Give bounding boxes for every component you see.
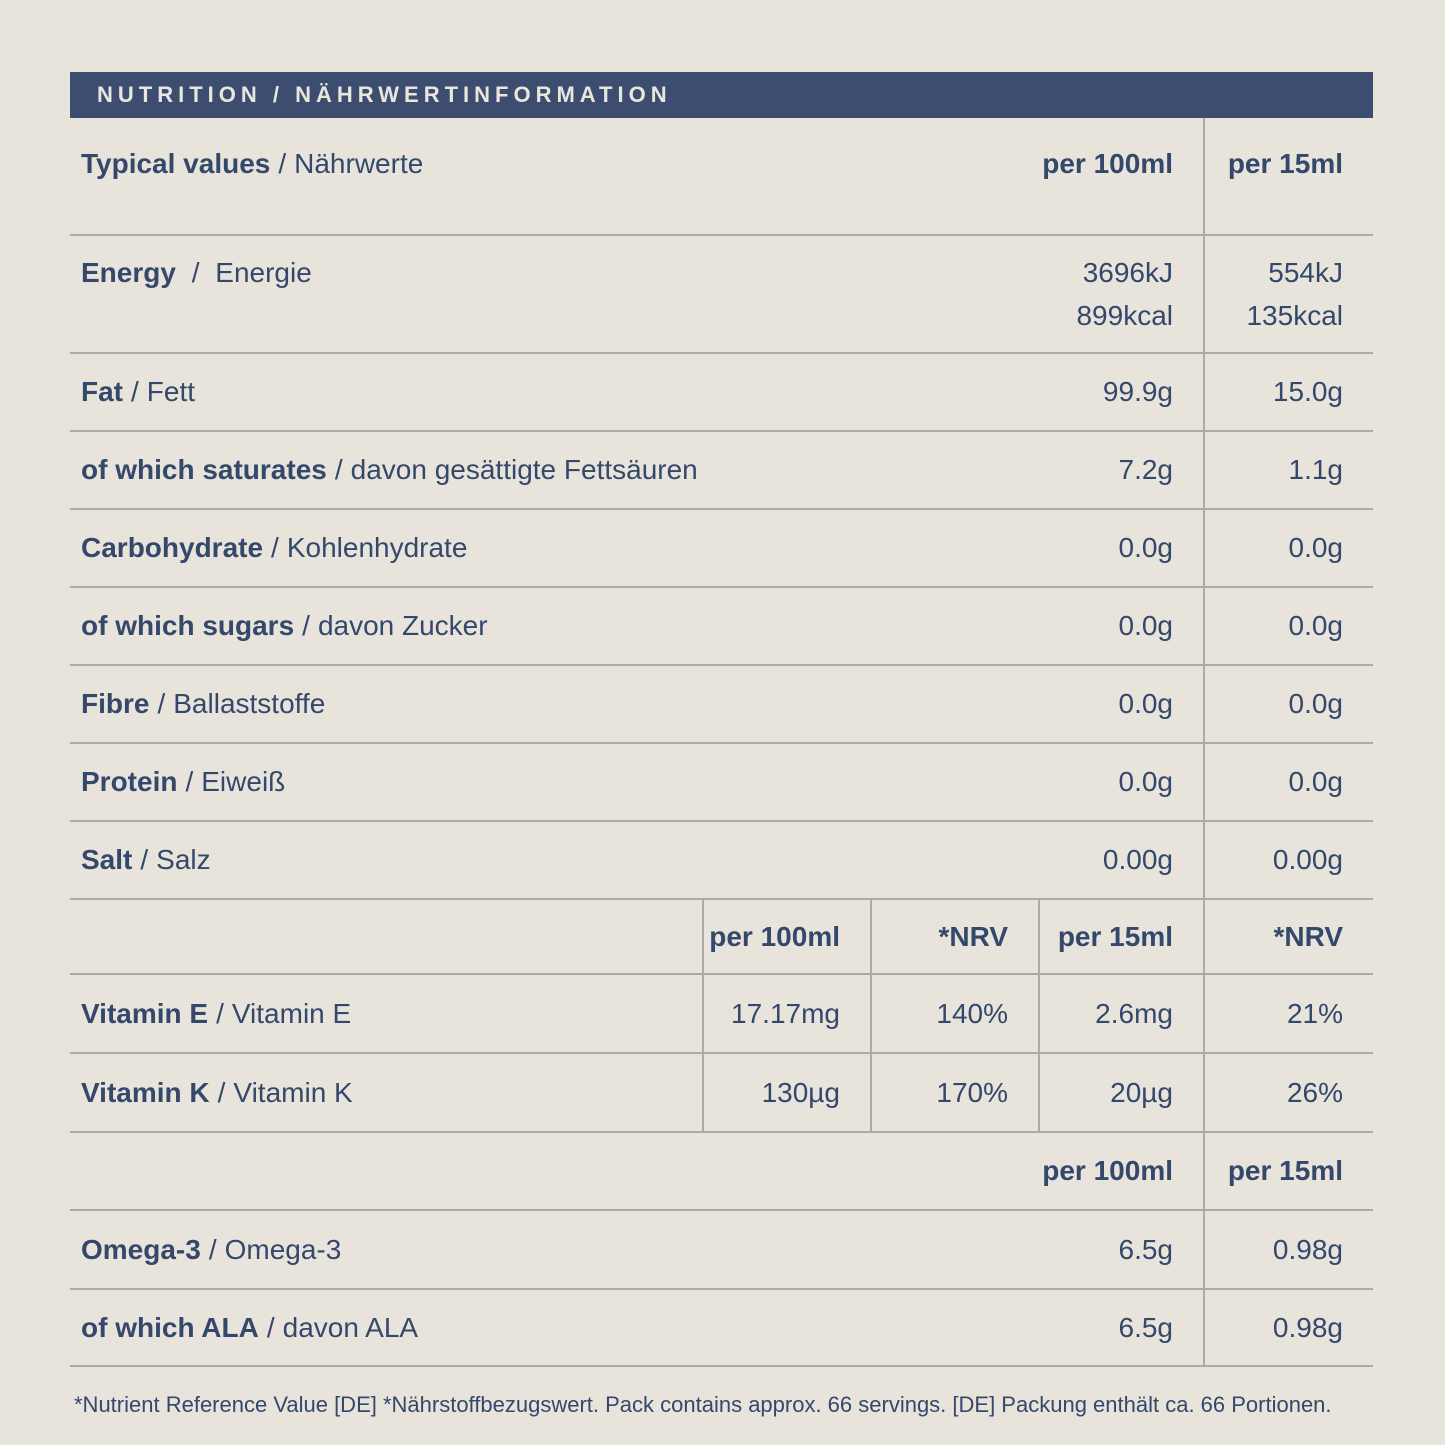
table-row-sugars — [70, 586, 1373, 664]
value-per100ml: 0.0g — [1118, 766, 1173, 797]
value-per100ml: 0.0g — [1118, 532, 1173, 563]
value-per15ml: 1.1g — [1203, 432, 1373, 508]
vitamin-header-row — [70, 898, 1373, 973]
row-label-en: of which saturates — [81, 454, 327, 485]
vitamin-column-header-nrv15: *NRV — [1203, 900, 1373, 973]
row-label-en: Protein — [81, 766, 178, 797]
row-label-en: Fibre — [81, 688, 150, 719]
label-separator: / — [266, 1311, 275, 1343]
label-separator: / — [334, 454, 343, 485]
value-per100ml: 6.5g — [1118, 1233, 1173, 1265]
omega-column-header-per100ml: per 100ml — [1042, 1155, 1173, 1186]
header-label-cell — [70, 118, 953, 234]
row-label-de: davon Zucker — [317, 610, 488, 641]
table-row-energy — [70, 234, 1373, 352]
label-separator: / — [216, 997, 224, 1029]
row-label-en: of which sugars — [81, 610, 295, 641]
row-label-en: Omega-3 — [81, 1233, 201, 1265]
label-separator: / — [157, 688, 166, 719]
energy-per15ml-kcal: 135kcal — [1246, 300, 1343, 331]
label-separator: / — [185, 766, 194, 797]
value-per100ml: 7.2g — [1118, 454, 1173, 485]
value-nrv15: 21% — [1203, 975, 1373, 1052]
footnote: *Nutrient Reference Value [DE] *Nährstoffbezugswert. Pack contains approx. 66 servings. [DE] Packung enthält ca. 66 Portionen. — [74, 1392, 1332, 1417]
label-separator: / — [208, 1233, 217, 1265]
vitamin-column-header-nrv100: *NRV — [870, 900, 1038, 973]
table-row-saturates — [70, 430, 1373, 508]
label-separator: / — [302, 610, 310, 641]
column-header-per15ml: per 15ml — [1203, 118, 1373, 234]
table-row-protein — [70, 742, 1373, 820]
value-per15ml: 15.0g — [1203, 354, 1373, 430]
row-label-de: Ballaststoffe — [173, 688, 326, 719]
value-per100ml: 0.00g — [1102, 844, 1173, 875]
value-per15ml: 20µg — [1038, 1054, 1203, 1131]
value-per100ml: 0.0g — [1118, 610, 1173, 641]
value-per100ml: 0.0g — [1118, 688, 1173, 719]
header-label-en: Typical values — [81, 148, 271, 179]
row-label-de: Vitamin K — [233, 1076, 353, 1108]
row-label-en: Fat — [81, 376, 123, 407]
value-nrv100: 170% — [870, 1054, 1038, 1131]
value-per100ml: 130µg — [702, 1054, 870, 1131]
label-separator: / — [131, 376, 139, 407]
row-label-de: Kohlenhydrate — [286, 532, 468, 563]
table-row-salt — [70, 820, 1373, 898]
vitamin-column-header-per15ml: per 15ml — [1038, 900, 1203, 973]
value-per15ml: 0.98g — [1203, 1211, 1373, 1288]
header-label-de: Nährwerte — [294, 148, 424, 179]
vitamin-column-header-per100ml: per 100ml — [702, 900, 870, 973]
value-per15ml: 0.0g — [1203, 510, 1373, 586]
label-separator: / — [140, 844, 149, 875]
omega-header-row — [70, 1131, 1373, 1209]
row-label-en: Carbohydrate — [81, 532, 264, 563]
table-row-omega3 — [70, 1209, 1373, 1288]
row-label-en: Vitamin E — [81, 997, 209, 1029]
row-label-de: Energie — [215, 257, 312, 288]
value-per100ml: 17.17mg — [702, 975, 870, 1052]
omega-column-header-per15ml: per 15ml — [1203, 1133, 1373, 1209]
energy-per15ml-kj: 554kJ — [1268, 256, 1343, 288]
label-separator: / — [271, 532, 279, 563]
value-per15ml: 0.0g — [1203, 588, 1373, 664]
value-per100ml: 99.9g — [1102, 376, 1173, 407]
column-header-per100ml: per 100ml — [1042, 148, 1173, 179]
energy-per100ml — [953, 236, 1203, 352]
table-row-ala — [70, 1288, 1373, 1367]
table-row-vitamin-e — [70, 973, 1373, 1052]
panel-title: NUTRITION / NÄHRWERTINFORMATION — [97, 82, 672, 107]
row-label-de: Omega-3 — [224, 1233, 342, 1265]
table-row-fat — [70, 352, 1373, 430]
label-separator: / — [278, 148, 287, 179]
value-nrv15: 26% — [1203, 1054, 1373, 1131]
panel-title-bar — [70, 72, 1373, 118]
row-label-de: Salz — [156, 844, 211, 875]
row-label-de: Eiweiß — [201, 766, 286, 797]
value-per15ml: 2.6mg — [1038, 975, 1203, 1052]
value-nrv100: 140% — [870, 975, 1038, 1052]
energy-per100ml-kj: 3696kJ — [1082, 256, 1173, 288]
table-header-row — [70, 118, 1373, 234]
value-per15ml: 0.00g — [1203, 822, 1373, 898]
value-per15ml: 0.98g — [1203, 1290, 1373, 1365]
energy-per15ml — [1203, 236, 1373, 352]
row-label-en: Salt — [81, 844, 133, 875]
label-separator: / — [217, 1076, 226, 1108]
label-separator: / — [191, 257, 200, 288]
table-row-vitamin-k — [70, 1052, 1373, 1131]
row-label-de: Fett — [146, 376, 196, 407]
value-per100ml: 6.5g — [1118, 1311, 1173, 1343]
table-row-fibre — [70, 664, 1373, 742]
nutrition-panel — [70, 72, 1373, 1367]
value-per15ml: 0.0g — [1203, 666, 1373, 742]
row-label-en: Energy — [81, 257, 176, 288]
row-label-en: of which ALA — [81, 1311, 259, 1343]
row-label-en: Vitamin K — [81, 1076, 210, 1108]
row-label-cell — [70, 236, 953, 352]
row-label-de: Vitamin E — [231, 997, 352, 1029]
value-per15ml: 0.0g — [1203, 744, 1373, 820]
row-label-de: davon gesättigte Fettsäuren — [350, 454, 698, 485]
row-label-de: davon ALA — [282, 1311, 419, 1343]
energy-per100ml-kcal: 899kcal — [1076, 300, 1173, 331]
table-row-carbohydrate — [70, 508, 1373, 586]
